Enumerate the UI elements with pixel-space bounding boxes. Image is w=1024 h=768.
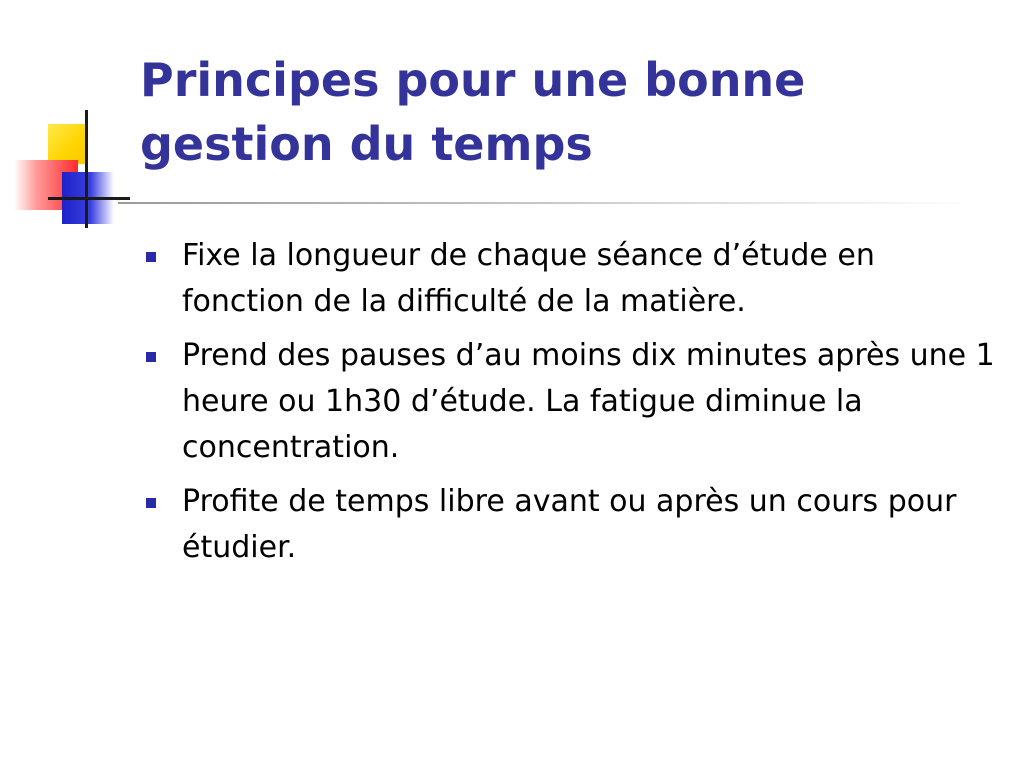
- bullet-item: [142, 333, 1002, 471]
- slide-title: Principes pour une bonne gestion du temps: [140, 53, 806, 171]
- square-bullet-icon: [146, 252, 156, 262]
- bullet-text: Fixe la longueur de chaque séance d’étude en fonction de la difficulté de la matière.: [182, 238, 875, 319]
- vertical-crosshair-line: [85, 110, 88, 228]
- title-divider: [118, 202, 978, 204]
- bullet-list: [142, 233, 1002, 579]
- bullet-item: [142, 479, 1002, 571]
- yellow-square: [48, 124, 88, 164]
- square-bullet-icon: [146, 352, 156, 362]
- bullet-text: Profite de temps libre avant ou après un cours pour étudier.: [182, 484, 957, 565]
- bullet-item: [142, 233, 1002, 325]
- bullet-text: Prend des pauses d’au moins dix minutes après une 1 heure ou 1h30 d’étude. La fatigue diminue la concentration.: [182, 338, 995, 465]
- colored-squares-crosshair-icon: [0, 0, 150, 240]
- square-bullet-icon: [146, 498, 156, 508]
- horizontal-crosshair-line: [48, 197, 130, 200]
